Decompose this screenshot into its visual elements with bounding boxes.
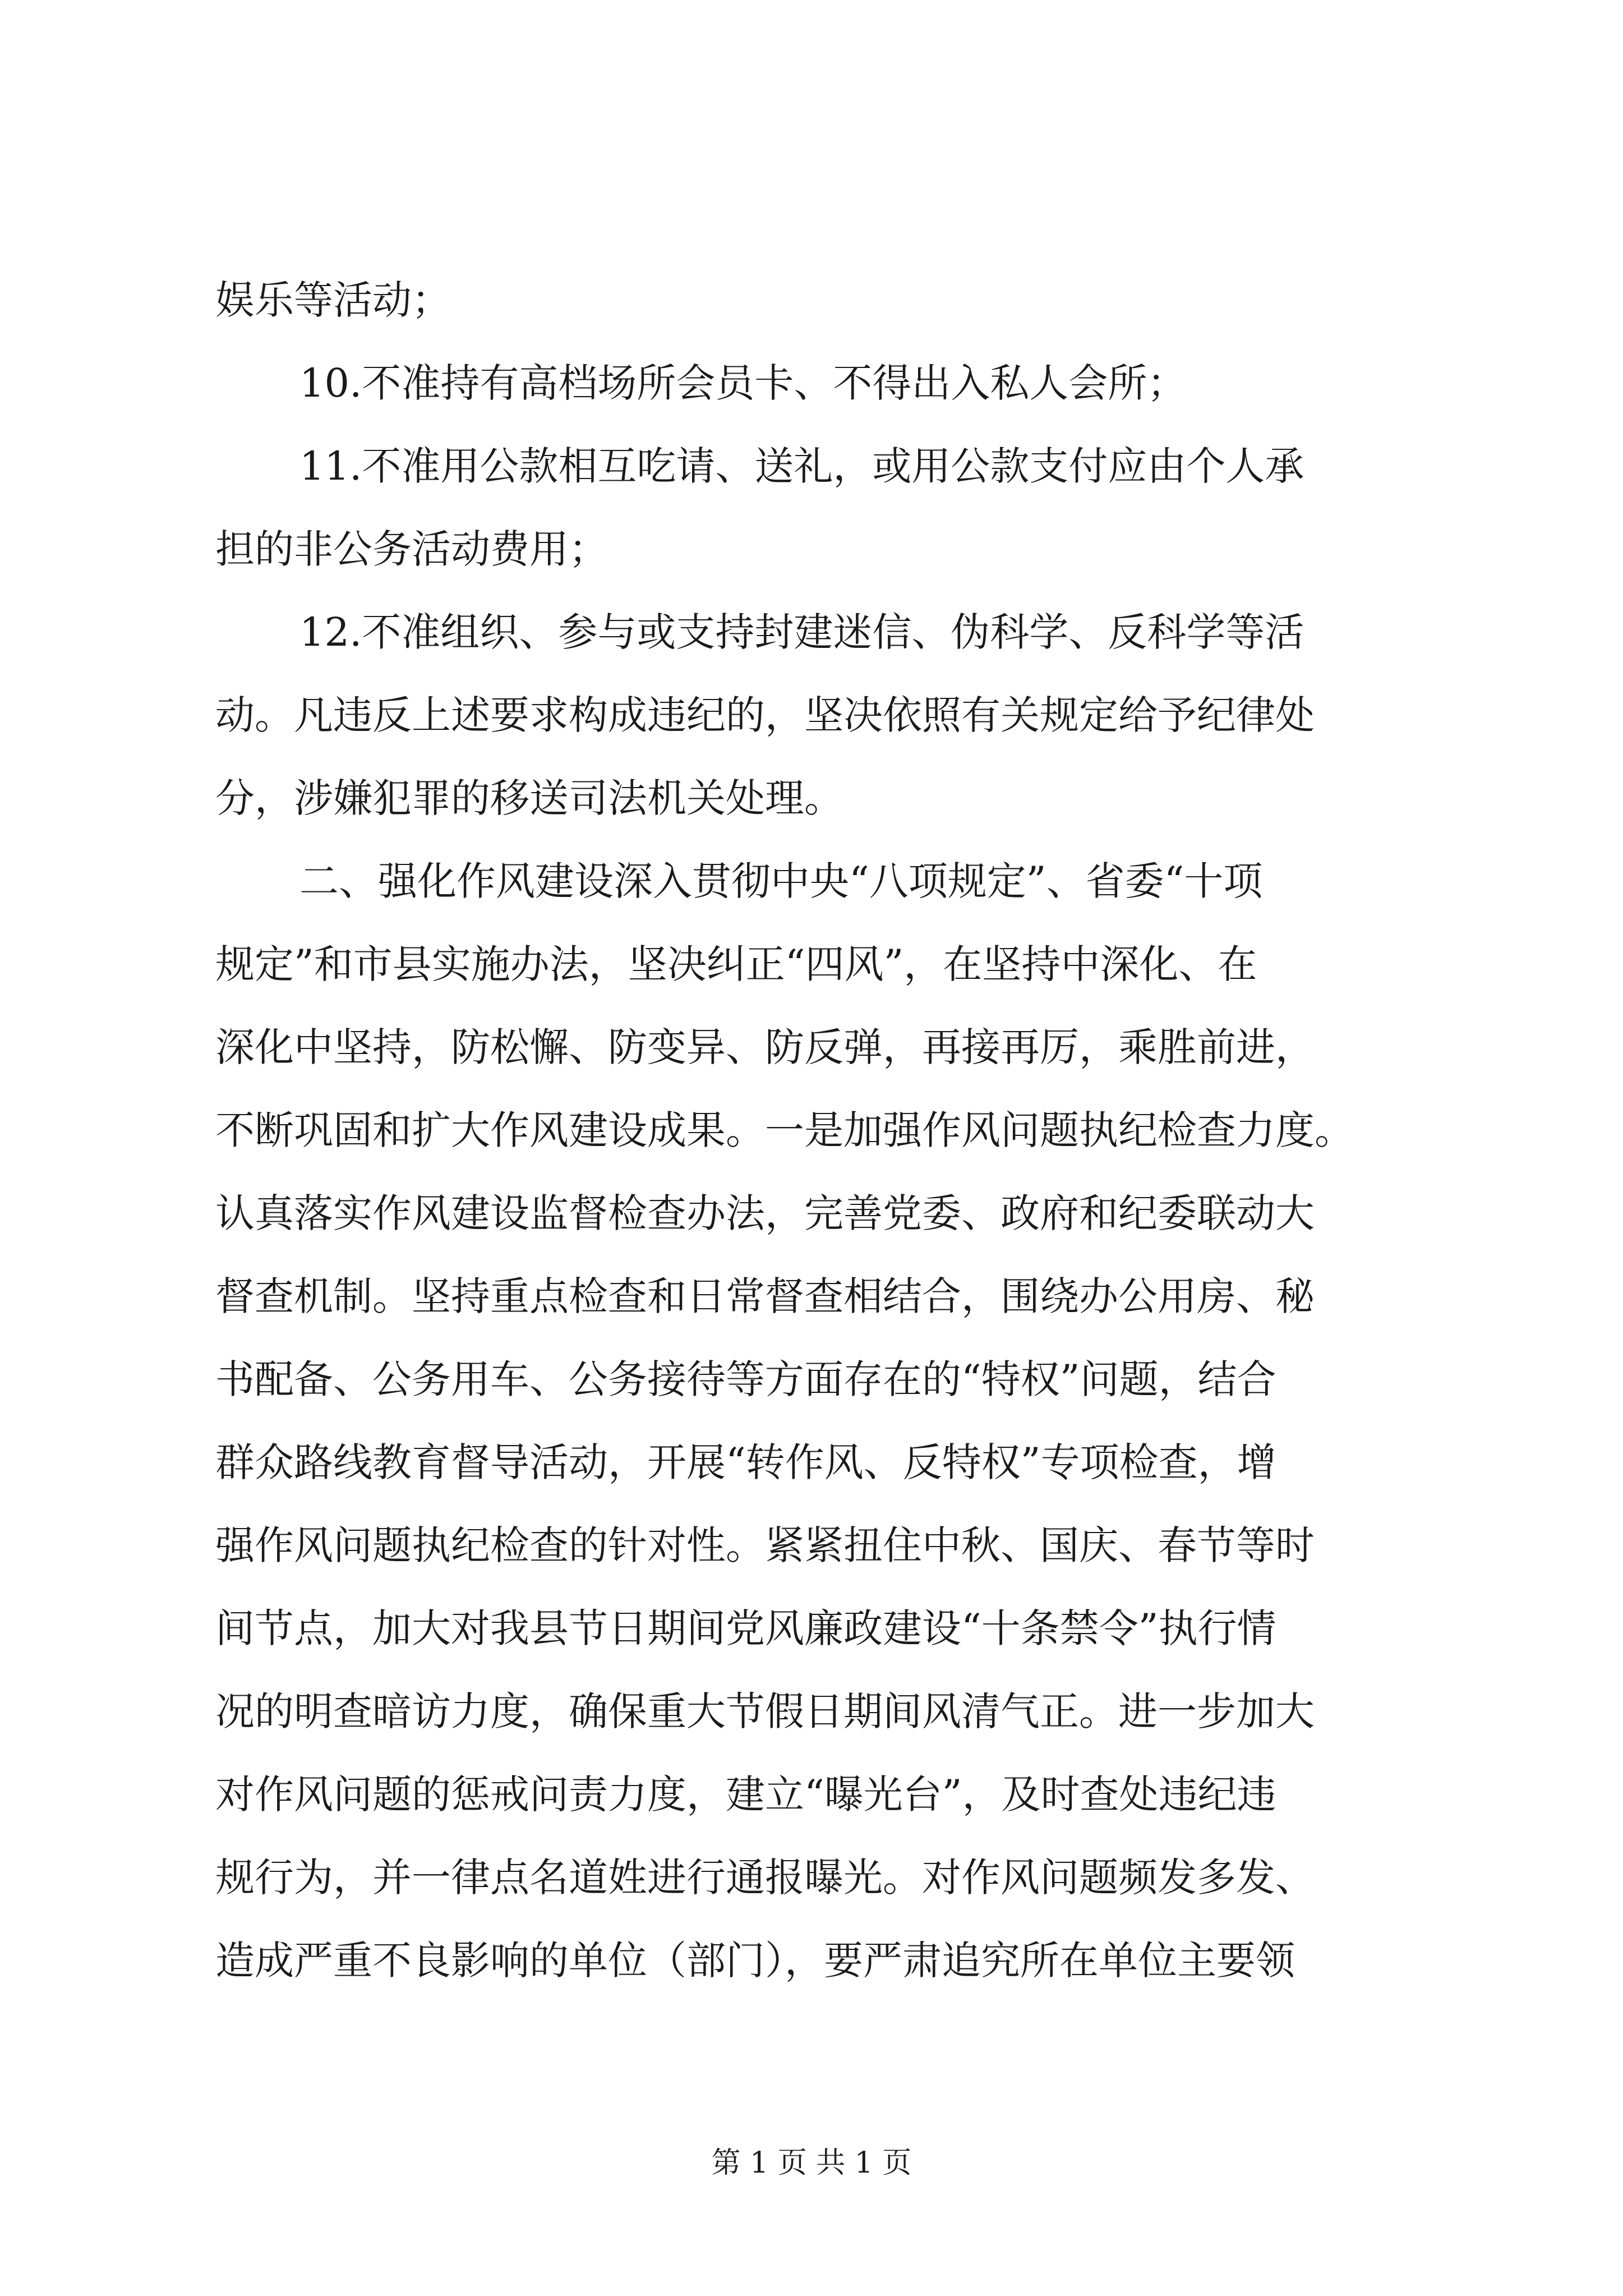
text-line: 造成严重不良影响的单位（部门），要严肃追究所在单位主要领 [215,1938,1295,1984]
text-line: 对作风问题的惩戒问责力度，建立“曝光台”，及时查处违纪违 [215,1772,1276,1818]
text-line: 深化中坚持，防松懈、防变异、防反弹，再接再厉，乘胜前进， [215,1024,1315,1070]
page-number-footer: 第 1 页 共 1 页 [711,2146,912,2180]
text-line: 二、强化作风建设深入贯彻中央“八项规定”、省委“十项 [299,858,1263,904]
text-line: 担的非公务活动费用； [215,526,608,572]
text-line: 娱乐等活动； [215,277,451,323]
text-line: 分，涉嫌犯罪的移送司法机关处理。 [215,775,843,821]
text-line: 认真落实作风建设监督检查办法，完善党委、政府和纪委联动大 [215,1190,1315,1236]
text-line: 10.不准持有高档场所会员卡、不得出入私人会所； [299,360,1187,406]
text-line: 规定”和市县实施办法，坚决纠正“四风”，在坚持中深化、在 [215,941,1257,987]
text-line: 动。凡违反上述要求构成违纪的，坚决依照有关规定给予纪律处 [215,692,1315,738]
text-line: 11.不准用公款相互吃请、送礼，或用公款支付应由个人承 [299,443,1304,489]
text-line: 况的明查暗访力度，确保重大节假日期间风清气正。进一步加大 [215,1688,1315,1734]
text-line: 不断巩固和扩大作风建设成果。一是加强作风问题执纪检查力度。 [215,1107,1354,1153]
text-line: 强作风问题执纪检查的针对性。紧紧扭住中秋、国庆、春节等时 [215,1522,1315,1568]
text-line: 督查机制。坚持重点检查和日常督查相结合，围绕办公用房、秘 [215,1273,1315,1319]
text-line: 间节点，加大对我县节日期间党风廉政建设“十条禁令”执行情 [215,1605,1276,1651]
text-line: 12.不准组织、参与或支持封建迷信、伪科学、反科学等活 [299,609,1304,655]
text-line: 书配备、公务用车、公务接待等方面存在的“特权”问题，结合 [215,1356,1276,1402]
text-line: 规行为，并一律点名道姓进行通报曝光。对作风问题频发多发、 [215,1855,1315,1901]
text-line: 群众路线教育督导活动，开展“转作风、反特权”专项检查，增 [215,1439,1276,1485]
